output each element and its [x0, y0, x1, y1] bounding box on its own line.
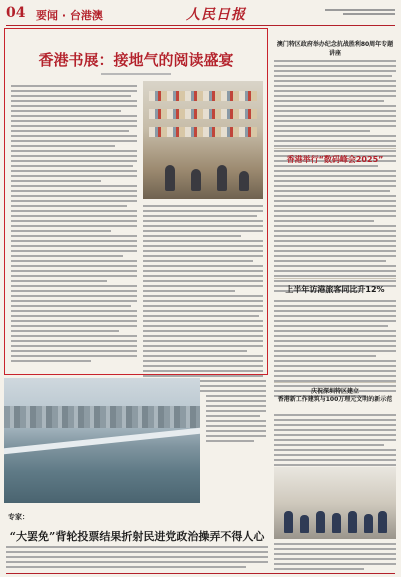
story4-text	[274, 414, 396, 474]
paper-logo: 人民日报	[186, 7, 246, 23]
lead-headline: 香港书展：接地气的阅读盛宴	[38, 51, 234, 69]
masthead	[6, 3, 395, 26]
lead-column-1-text	[11, 85, 137, 365]
divider	[274, 278, 396, 279]
lead-byline	[11, 73, 261, 76]
section-title: 要闻 · 台港澳	[36, 9, 103, 22]
footer-rule	[6, 573, 395, 574]
divider	[274, 148, 396, 149]
story2-text	[274, 170, 396, 295]
page-number: 04	[6, 5, 26, 21]
story4-headline: 香港新工作建筑与100万理元文明的新示范	[277, 396, 393, 403]
classroom-photo	[274, 467, 396, 539]
story3-text	[274, 300, 396, 400]
photo-caption	[206, 380, 266, 445]
divider	[274, 382, 396, 383]
lead-article	[4, 28, 268, 375]
book-fair-photo	[143, 81, 263, 199]
story1-headline: 澳门特区政府举办纪念抗战胜利80周年专题讲座	[276, 41, 394, 57]
bridge-photo	[4, 378, 200, 503]
story3-headline: 上半年访港旅客同比升12%	[285, 285, 385, 294]
school-caption	[274, 543, 396, 573]
story2-headline: 香港举行“数码峰会2025”	[286, 155, 384, 164]
lead-column-2-text	[143, 205, 263, 395]
bottom-text	[6, 546, 268, 571]
bottom-headline: “大罢免”背轮投票结果折射民进党政治操弄不得人心	[9, 530, 265, 543]
bottom-kicker: 专家：	[8, 513, 29, 521]
date-line	[325, 7, 395, 19]
story4-kicker: 庆祝深圳特区建立	[310, 388, 359, 395]
